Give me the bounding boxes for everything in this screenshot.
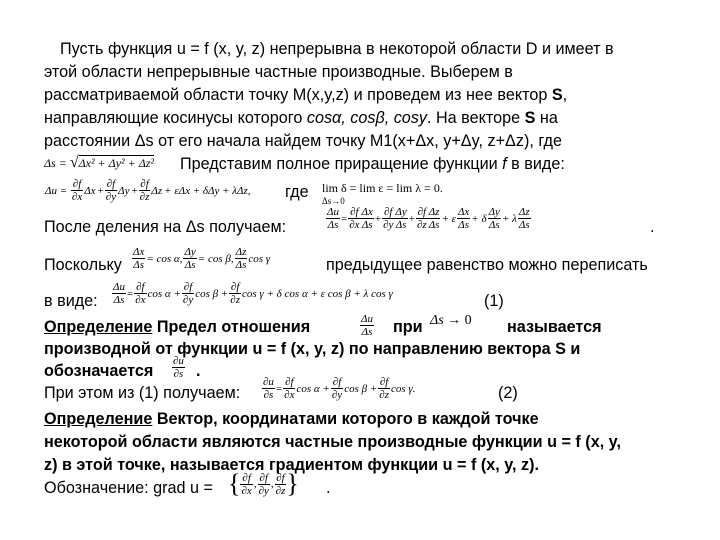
df-dz: $\frac{\partial f}{\partial z}$ <box>139 178 150 203</box>
text-line-5: расстоянии Δs от его начала найдем точку M1(x+Δx, y+Δy, z+Δz), где <box>44 132 562 150</box>
text-line-13: обозначается <box>44 362 154 380</box>
vector-s: S <box>551 86 563 104</box>
eps: + ε <box>441 212 456 225</box>
brace-open-icon: { <box>228 469 241 498</box>
df-dx: $\frac{\partial f}{\partial x}$ <box>71 178 83 203</box>
plus: + <box>97 184 104 197</box>
text-line-7: где <box>285 183 309 201</box>
cos-a: = cos α, <box>146 252 183 265</box>
eq: = <box>275 382 283 395</box>
ds-radicand: Δx² + Δy² + Δz² <box>78 156 155 170</box>
formula-lim <box>322 182 443 207</box>
text-line-10: в виде: <box>44 292 98 310</box>
cos-g: cos γ <box>248 252 271 265</box>
text-line-11c: при <box>393 318 423 336</box>
ds-lhs: Δs = <box>44 156 67 170</box>
text-line-9: Поскольку <box>44 256 122 274</box>
eq2-d: cos γ. <box>390 382 416 395</box>
lim-text: lim δ = lim ε = lim λ = 0. <box>322 181 443 195</box>
text-line-9b: предыдущее равенство можно переписать <box>326 256 648 274</box>
text-line-8: После деления на Δs получаем: <box>44 218 287 236</box>
df-dz: $\frac{\partial f}{\partial z}$ <box>275 471 286 497</box>
df-dy: $\frac{\partial f}{\partial y}$ <box>331 376 343 401</box>
Dz-Ds: $\frac{\Delta z}{\Delta s}$ <box>428 206 440 231</box>
formula-du1 <box>44 178 252 203</box>
eq2-c: cos β + <box>344 382 378 395</box>
Dy-Ds: $\frac{\Delta y}{\Delta s}$ <box>395 206 407 231</box>
Ds: Δs <box>430 313 444 328</box>
arrow-tail: → 0 <box>447 313 472 328</box>
comma: , <box>270 478 274 490</box>
df-dy: $\frac{\partial f}{\partial y}$ <box>258 471 269 497</box>
text-line-17: z) в этой точке, называется градиентом функции u = f (x, y, z). <box>44 456 540 474</box>
sqrt-icon: √ <box>69 154 79 171</box>
text-line-16: некоторой области являются частные производные функции u = f (x, y, <box>44 433 621 451</box>
Dx-Ds: $\frac{\Delta x}{\Delta s}$ <box>361 206 373 231</box>
lambda: + λ <box>501 212 517 225</box>
eq1-mid: cos α + <box>147 287 181 300</box>
dx: Δx <box>84 184 96 197</box>
Du-Ds: $\frac{\Delta u}{\Delta s}$ <box>327 206 339 231</box>
text-line-18b: . <box>326 479 331 497</box>
plus: + <box>408 212 415 225</box>
text: , <box>562 86 568 104</box>
text-line-18: Обозначение: grad u = <box>44 479 213 497</box>
text-line-8-end: . <box>650 218 655 236</box>
text: в виде: <box>506 155 565 173</box>
eq-number-2: (2) <box>498 384 518 402</box>
text: на <box>535 109 558 127</box>
text: Представим полное приращение функции <box>180 155 503 173</box>
definition-label: Определение <box>44 410 153 428</box>
Dx-Ds: $\frac{\Delta x}{\Delta s}$ <box>457 206 470 231</box>
formula-eq1 <box>112 281 394 306</box>
formula-cos <box>132 246 271 271</box>
df-dy: $\frac{\partial f}{\partial y}$ <box>383 206 394 231</box>
formula-ds <box>44 154 155 171</box>
du1-lhs: Δu = <box>45 184 68 197</box>
text-line-1: Пусть функция u = f (x, y, z) непрерывна в некоторой области D и имеет в <box>60 40 614 58</box>
text: Вектор, координатами которого в каждой точке <box>152 410 539 428</box>
text-line-13b: . <box>196 362 201 380</box>
dz: Δz <box>151 184 163 197</box>
text-line-6 <box>180 153 565 175</box>
formula-arrow <box>430 315 472 327</box>
cos-b: = cos β, <box>197 252 234 265</box>
df-dx: $\frac{\partial f}{\partial x}$ <box>135 281 146 306</box>
text: Предел отношения <box>152 318 311 336</box>
dy: Δy <box>118 184 130 197</box>
du1-tail: + εΔx + δΔy + λΔz, <box>164 184 251 197</box>
plus: + <box>131 184 138 197</box>
df-dy: $\frac{\partial f}{\partial y}$ <box>105 178 117 203</box>
eq1-tail: cos γ + δ cos α + ε cos β + λ cos γ <box>242 287 393 300</box>
text-line-11 <box>44 316 310 338</box>
df-dx: $\frac{\partial f}{\partial x}$ <box>284 376 295 401</box>
text-line-15 <box>44 408 539 430</box>
text-line-11d: называется <box>507 318 602 336</box>
formula-div <box>326 206 531 231</box>
text-line-3 <box>44 84 567 106</box>
text-line-2: этой области непрерывные частные производные. Выберем в <box>44 63 513 81</box>
cosines: cosα, cosβ, cosy <box>306 109 427 127</box>
delta: + δ <box>471 212 487 225</box>
eq2-b: cos α + <box>296 382 330 395</box>
eq1-mid2: cos β + <box>195 287 229 300</box>
vector-s: S <box>524 109 536 127</box>
formula-grad <box>228 471 299 497</box>
definition-label: Определение <box>44 318 153 336</box>
comma: , <box>253 478 257 490</box>
Dy-Ds: $\frac{\Delta y}{\Delta s}$ <box>488 206 500 231</box>
func-f: f <box>502 155 507 173</box>
df-dx: $\frac{\partial f}{\partial x}$ <box>241 471 252 497</box>
formula-du-ds <box>172 355 185 380</box>
Dz-Ds: $\frac{\Delta z}{\Delta s}$ <box>235 246 247 271</box>
eq: = <box>340 212 348 225</box>
df-dz: $\frac{\partial f}{\partial z}$ <box>230 281 241 306</box>
Du-Ds: $\frac{\Delta u}{\Delta s}$ <box>361 313 373 338</box>
eq: = <box>126 287 134 300</box>
text: . На векторе <box>426 109 525 127</box>
lim-sub: Δs→0 <box>322 196 345 206</box>
text: рассматриваемой области точку M(x,y,z) и проведем из нее вектор <box>44 86 552 104</box>
plus: + <box>374 212 382 225</box>
Dz-Ds: $\frac{\Delta z}{\Delta s}$ <box>518 206 530 231</box>
Du-Ds: $\frac{\Delta u}{\Delta s}$ <box>113 281 125 306</box>
text-line-12: производной от функции u = f (x, y, z) по направлению вектора S и <box>44 340 581 358</box>
Dy-Ds: $\frac{\Delta y}{\Delta s}$ <box>184 246 196 271</box>
du-ds: $\frac{\partial u}{\partial s}$ <box>173 355 184 380</box>
df-dx: $\frac{\partial f}{\partial x}$ <box>349 206 360 231</box>
brace-close-icon: } <box>286 469 299 498</box>
eq-number-1: (1) <box>484 292 504 310</box>
df-dy: $\frac{\partial f}{\partial y}$ <box>182 281 194 306</box>
du-ds: $\frac{\partial u}{\partial s}$ <box>263 376 274 401</box>
formula-eq2 <box>262 376 416 401</box>
Dx-Ds: $\frac{\Delta x}{\Delta s}$ <box>133 246 145 271</box>
text-line-14: При этом из (1) получаем: <box>44 384 241 402</box>
formula-ratio <box>360 313 374 338</box>
text-line-4 <box>44 107 558 129</box>
text: направляющие косинусы которого <box>44 109 307 127</box>
df-dz: $\frac{\partial f}{\partial z}$ <box>379 376 389 401</box>
df-dz: $\frac{\partial f}{\partial z}$ <box>416 206 427 231</box>
